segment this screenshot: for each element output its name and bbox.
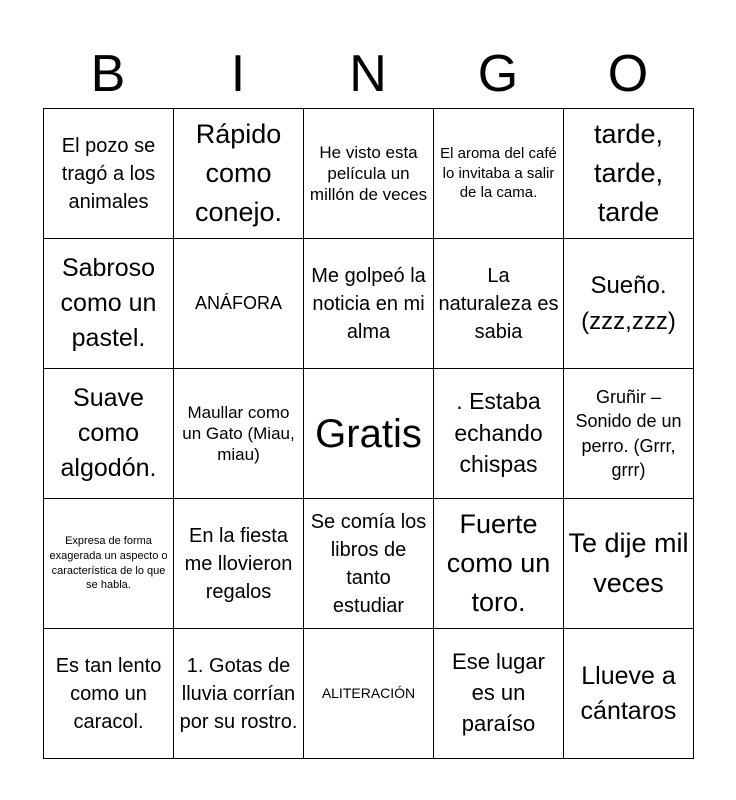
bingo-cell[interactable]: Rápido como conejo. xyxy=(174,109,304,239)
bingo-cell[interactable]: Sabroso como un pastel. xyxy=(44,239,174,369)
bingo-cell[interactable]: Suave como algodón. xyxy=(44,369,174,499)
bingo-cell[interactable]: El aroma del café lo invitaba a salir de la cama. xyxy=(434,109,564,239)
board-row xyxy=(44,239,694,369)
bingo-cell[interactable]: 1. Gotas de lluvia corrían por su rostro. xyxy=(174,629,304,759)
bingo-board xyxy=(43,108,694,759)
bingo-cell[interactable]: Gruñir – Sonido de un perro. (Grrr, grrr) xyxy=(564,369,694,499)
bingo-cell[interactable]: Sueño. (zzz,zzz) xyxy=(564,239,694,369)
bingo-cell[interactable]: Se comía los libros de tanto estudiar xyxy=(304,499,434,629)
header-letter-b: B xyxy=(90,45,126,103)
bingo-cell[interactable]: ANÁFORA xyxy=(174,239,304,369)
bingo-cell[interactable]: Ese lugar es un paraíso xyxy=(434,629,564,759)
board-row xyxy=(44,369,694,499)
header-letter-o: O xyxy=(607,45,649,103)
bingo-cell[interactable]: En la fiesta me llovieron regalos xyxy=(174,499,304,629)
header-letter-n: N xyxy=(349,45,387,103)
bingo-cell[interactable]: Llueve a cántaros xyxy=(564,629,694,759)
bingo-cell[interactable]: Fuerte como un toro. xyxy=(434,499,564,629)
bingo-cell[interactable]: Me golpeó la noticia en mi alma xyxy=(304,239,434,369)
bingo-cell[interactable]: tarde, tarde, tarde xyxy=(564,109,694,239)
bingo-cell[interactable]: El pozo se tragó a los animales xyxy=(44,109,174,239)
header-letter-g: G xyxy=(477,45,519,103)
bingo-cell[interactable]: La naturaleza es sabia xyxy=(434,239,564,369)
bingo-cell[interactable]: Es tan lento como un caracol. xyxy=(44,629,174,759)
bingo-cell[interactable]: . Estaba echando chispas xyxy=(434,369,564,499)
bingo-cell[interactable]: ALITERACIÓN xyxy=(304,629,434,759)
board-row xyxy=(44,109,694,239)
free-space-cell[interactable]: Gratis xyxy=(304,369,434,499)
bingo-header xyxy=(43,40,693,108)
bingo-cell[interactable]: Expresa de forma exagerada un aspecto o característica de lo que se habla. xyxy=(44,499,174,629)
board-row xyxy=(44,629,694,759)
bingo-cell[interactable]: He visto esta película un millón de veces xyxy=(304,109,434,239)
header-letter-i: I xyxy=(230,45,246,103)
bingo-cell[interactable]: Maullar como un Gato (Miau, miau) xyxy=(174,369,304,499)
bingo-cell[interactable]: Te dije mil veces xyxy=(564,499,694,629)
board-row xyxy=(44,499,694,629)
